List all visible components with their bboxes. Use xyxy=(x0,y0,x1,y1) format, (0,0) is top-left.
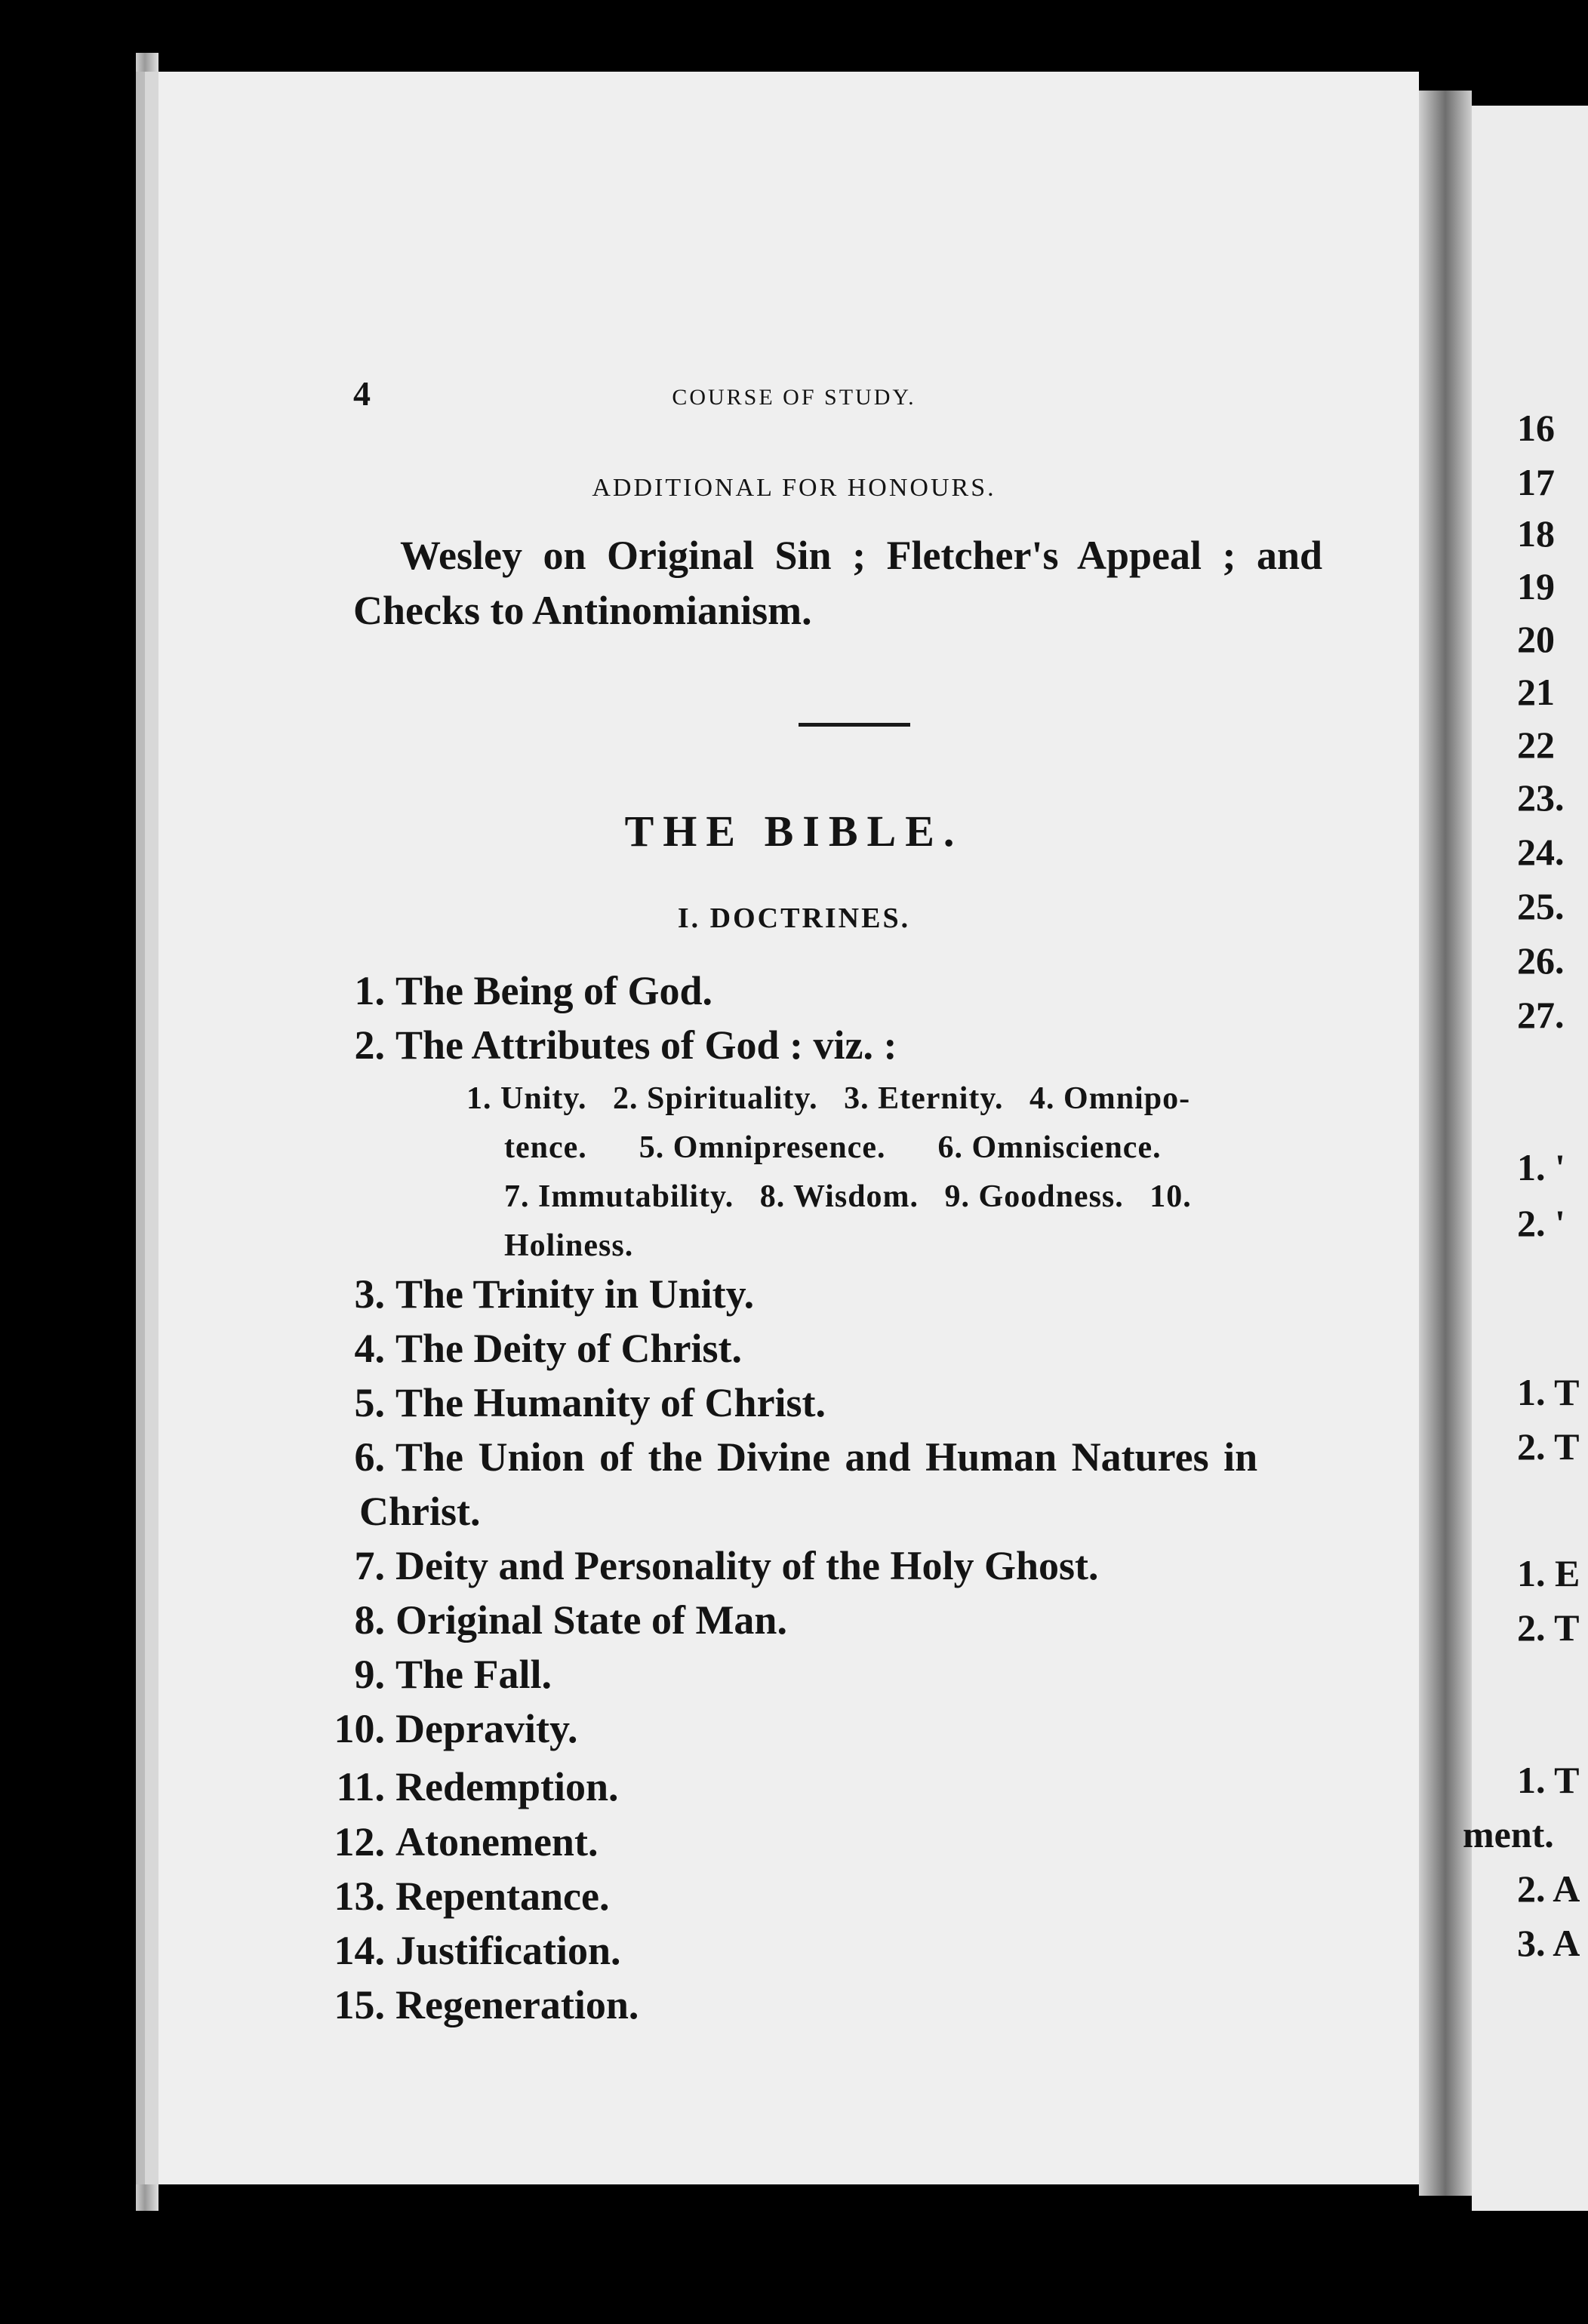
facing-fragment: 2. A xyxy=(1517,1868,1580,1910)
facing-fragment: 1. ' xyxy=(1517,1146,1565,1188)
page-number: 4 xyxy=(353,374,371,413)
running-title: COURSE OF STUDY. xyxy=(672,385,916,410)
honours-line-1: Wesley on Original Sin ; Fletcher's Appeal ; and xyxy=(400,533,1323,578)
facing-number: 19 xyxy=(1517,565,1555,607)
facing-fragment: 1. E xyxy=(1517,1552,1580,1594)
facing-number: 24. xyxy=(1517,831,1565,873)
honours-line-2: Checks to Antinomianism. xyxy=(353,588,812,633)
facing-fragment: ment. xyxy=(1463,1813,1554,1855)
doctrine-item: 10. Depravity. xyxy=(334,1706,578,1751)
honours-heading: ADDITIONAL FOR HONOURS. xyxy=(592,474,996,502)
doctrine-item: 1. The Being of God. xyxy=(354,968,713,1013)
doctrine-item: 14. Justification. xyxy=(334,1928,621,1973)
attributes-line-1: 1. Unity. 2. Spirituality. 3. Eternity. 4. Omnipo- xyxy=(466,1081,1191,1116)
bible-title: THE BIBLE. xyxy=(624,807,964,856)
facing-number: 25. xyxy=(1517,885,1565,927)
doctrine-item: 7. Deity and Personality of the Holy Ghost. xyxy=(354,1543,1099,1588)
facing-fragment: 2. ' xyxy=(1517,1202,1565,1244)
attributes-line-4: Holiness. xyxy=(504,1228,634,1263)
doctrine-item: 2. The Attributes of God : viz. : xyxy=(354,1022,897,1068)
facing-number: 27. xyxy=(1517,994,1565,1036)
facing-number: 22 xyxy=(1517,724,1555,766)
doctrine-item: 5. The Humanity of Christ. xyxy=(354,1380,826,1425)
doctrines-subheading: I. DOCTRINES. xyxy=(677,902,911,934)
doctrine-item-continuation: Christ. xyxy=(359,1489,481,1534)
book-edge xyxy=(136,53,158,2211)
facing-number: 20 xyxy=(1517,618,1555,660)
attributes-line-3: 7. Immutability. 8. Wisdom. 9. Goodness. 10. xyxy=(504,1179,1192,1214)
facing-number: 21 xyxy=(1517,671,1555,713)
facing-fragment: 2. T xyxy=(1517,1606,1580,1649)
doctrine-item: 15. Regeneration. xyxy=(334,1982,639,2027)
facing-fragment: 1. T xyxy=(1517,1371,1580,1413)
facing-number: 18 xyxy=(1517,512,1555,555)
facing-fragment: 2. T xyxy=(1517,1425,1580,1468)
facing-fragment: 3. A xyxy=(1517,1922,1580,1964)
doctrine-item: 4. The Deity of Christ. xyxy=(354,1326,742,1371)
facing-number: 23. xyxy=(1517,776,1565,819)
facing-number: 26. xyxy=(1517,939,1565,982)
doctrine-item: 12. Atonement. xyxy=(334,1819,599,1864)
facing-fragment: 1. T xyxy=(1517,1759,1580,1801)
attributes-line-2: tence. 5. Omnipresence. 6. Omniscience. xyxy=(504,1130,1162,1165)
doctrine-item: 11. Redemption. xyxy=(336,1764,619,1809)
section-rule xyxy=(799,723,910,727)
doctrine-item: 8. Original State of Man. xyxy=(354,1597,787,1643)
facing-number: 16 xyxy=(1517,407,1555,449)
doctrine-item: 6. The Union of the Divine and Human Natures in xyxy=(354,1434,1258,1480)
doctrine-item: 9. The Fall. xyxy=(354,1652,552,1697)
facing-number: 17 xyxy=(1517,461,1555,503)
doctrine-item: 3. The Trinity in Unity. xyxy=(354,1271,755,1317)
doctrine-item: 13. Repentance. xyxy=(334,1874,610,1919)
